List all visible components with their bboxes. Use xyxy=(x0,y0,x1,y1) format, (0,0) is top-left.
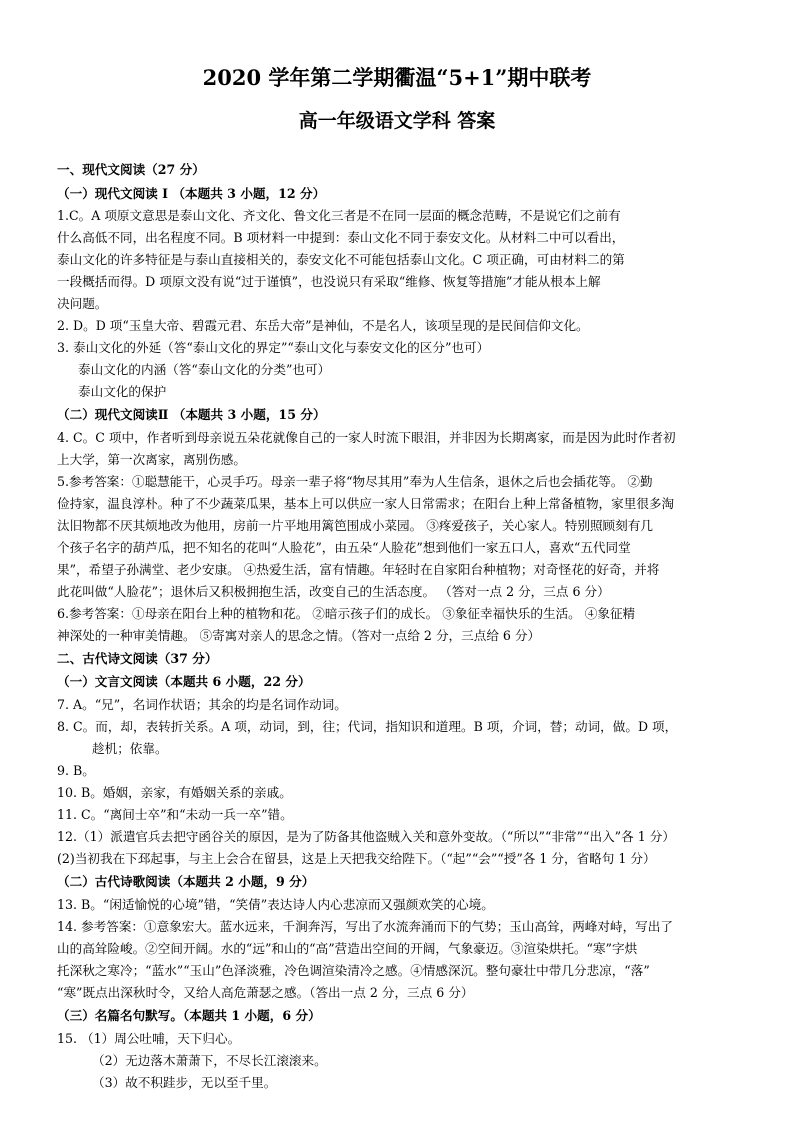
document-title: 2020 学年第二学期衢温“5+1”期中联考 xyxy=(202,65,592,90)
answer-line: (2)当初我在下邳起事，与主上会合在留县，这是上天把我交给陛下。（“起”“会”“授”各 1 分，省略句 1 分） xyxy=(57,851,656,866)
answer-line: 泰山文化的许多特征是与泰山直接相关的，泰安文化不可能包括泰山文化。C 项正确，可由材料二的第 xyxy=(57,252,625,267)
answer-line: 6.参考答案：①母亲在阳台上种的植物和花。 ②暗示孩子们的成长。 ③象征幸福快乐的生活。 ④象征精 xyxy=(57,606,636,621)
answer-line: 泰山文化的保护 xyxy=(78,384,167,399)
answer-line: 泰山文化的内涵（答“泰山文化的分类”也可） xyxy=(78,362,331,377)
answer-line: 4. C。C 项中，作者听到母亲说五朵花就像自己的一家人时流下眼泪，并非因为长期离家，而是因为此时作者初 xyxy=(57,430,676,445)
answer-line: （2）无边落木萧萧下，不尽长江滚滚来。 xyxy=(92,1053,327,1068)
subsection-heading: （二）现代文阅读Ⅱ （本题共 3 小题，15 分） xyxy=(57,407,326,422)
answer-line: 2. D。D 项“玉皇大帝、碧霞元君、东岳大帝”是神仙，不是名人，该项呈现的是民间信仰文化。 xyxy=(57,318,589,333)
answer-line: 1.C。A 项原文意思是泰山文化、齐文化、鲁文化三者是不在同一层面的概念范畴，不是说它们之前有 xyxy=(57,208,621,223)
answer-line: 上大学，第一次离家，离别伤感。 xyxy=(57,452,246,467)
answer-line: （3）故不积跬步，无以至千里。 xyxy=(92,1075,277,1090)
section-heading: 二、古代诗文阅读（37 分） xyxy=(57,651,218,666)
subsection-heading: （一）现代文阅读 I （本题共 3 小题，12 分） xyxy=(57,186,326,201)
answer-line: 汰旧物都不厌其烦地改为他用，房前一片平地用篱笆围成小菜园。 ③疼爱孩子，关心家人。特别照顾刻有几 xyxy=(57,518,653,533)
document-subtitle: 高一年级语文学科 答案 xyxy=(298,110,496,132)
answer-line: “寒”既点出深秋时令，又给人高危萧瑟之感。（答出一点 2 分，三点 6 分） xyxy=(57,985,474,1000)
answer-line: 10. B。婚姻，亲家，有婚姻关系的亲戚。 xyxy=(57,785,292,800)
answer-line: 5.参考答案：①聪慧能干，心灵手巧。母亲一辈子将“物尽其用”奉为人生信条，退休之后也会插花等。 ②勤 xyxy=(57,474,653,489)
answer-line: 14. 参考答案：①意象宏大。蓝水远来，千涧奔泻，写出了水流奔涌而下的气势；玉山高耸，两峰对峙，写出了 xyxy=(57,919,673,934)
answer-line: 7. A。“兄”，名词作状语；其余的均是名词作动词。 xyxy=(57,697,347,712)
answer-line: 果”，希望子孙满堂、老少安康。 ④热爱生活，富有情趣。年轻时在自家阳台种植物；对奇怪花的好奇，并将 xyxy=(57,562,660,577)
answer-line: 13. B。“闲适愉悦的心境”错，“笑倩”表达诗人内心悲凉而又强颜欢笑的心境。 xyxy=(57,897,494,912)
answer-line: 12.（1）派遣官兵去把守函谷关的原因，是为了防备其他盗贼入关和意外变故。（“所以”“非常”“出入”各 1 分） xyxy=(57,829,675,844)
answer-line: 3. 泰山文化的外延（答“泰山文化的界定”“泰山文化与泰安文化的区分”也可） xyxy=(57,340,490,355)
answer-line: 托深秋之寒冷；“蓝水”“玉山”色泽淡雅，冷色调渲染清冷之感。④情感深沉。整句豪壮中带几分悲凉，“落” xyxy=(57,963,650,978)
subsection-heading: （一）文言文阅读（本题共 6 小题，22 分） xyxy=(57,674,311,689)
answer-line: 神深处的一种审美情趣。 ⑤寄寓对亲人的思念之情。（答对一点给 2 分，三点给 6 分） xyxy=(57,628,541,643)
answer-line: 9. B。 xyxy=(57,763,95,778)
answer-line: 11. C。“离间士卒”和“未动一兵一卒”错。 xyxy=(57,807,293,822)
subsection-heading: （三）名篇名句默写。（本题共 1 小题，6 分） xyxy=(57,1008,321,1023)
answer-line: 8. C。而，却，表转折关系。A 项，动词，到，往；代词，指知识和道理。B 项，介词，替；动词，做。D 项， xyxy=(57,719,678,734)
answer-line: 俭持家，温良淳朴。种了不少蔬菜瓜果，基本上可以供应一家人日常需求；在阳台上种上常备植物，家里很多淘 xyxy=(57,496,675,511)
answer-line: 此花叫做“人脸花”；退休后又积极拥抱生活，改变自己的生活态度。 （答对一点 2 分，三点 6 分） xyxy=(57,584,610,599)
answer-line: 个孩子名字的葫芦瓜，把不知名的花叫“人脸花”，由五朵“人脸花”想到他们一家五口人，喜欢“五代同堂 xyxy=(57,540,631,555)
answer-line: 决问题。 xyxy=(57,296,108,311)
answer-line: 15. （1）周公吐哺，天下归心。 xyxy=(57,1031,241,1046)
answer-line: 一段概括而得。D 项原文没有说“过于谨慎”，也没说只有采取“维修、恢复等措施”才能从根本上解 xyxy=(57,274,601,289)
answer-line: 趁机；依靠。 xyxy=(92,741,168,756)
subsection-heading: （二）古代诗歌阅读（本题共 2 小题，9 分） xyxy=(57,874,315,889)
answer-line: 山的高耸险峻。②空间开阔。水的“远”和山的“高”营造出空间的开阔，气象豪迈。③渲染烘托。“寒”字烘 xyxy=(57,941,638,956)
section-heading: 一、现代文阅读（27 分） xyxy=(57,162,205,177)
answer-line: 什么高低不同，出名程度不同。B 项材料一中提到：泰山文化不同于泰安文化。从材料二中可以看出， xyxy=(57,230,625,245)
